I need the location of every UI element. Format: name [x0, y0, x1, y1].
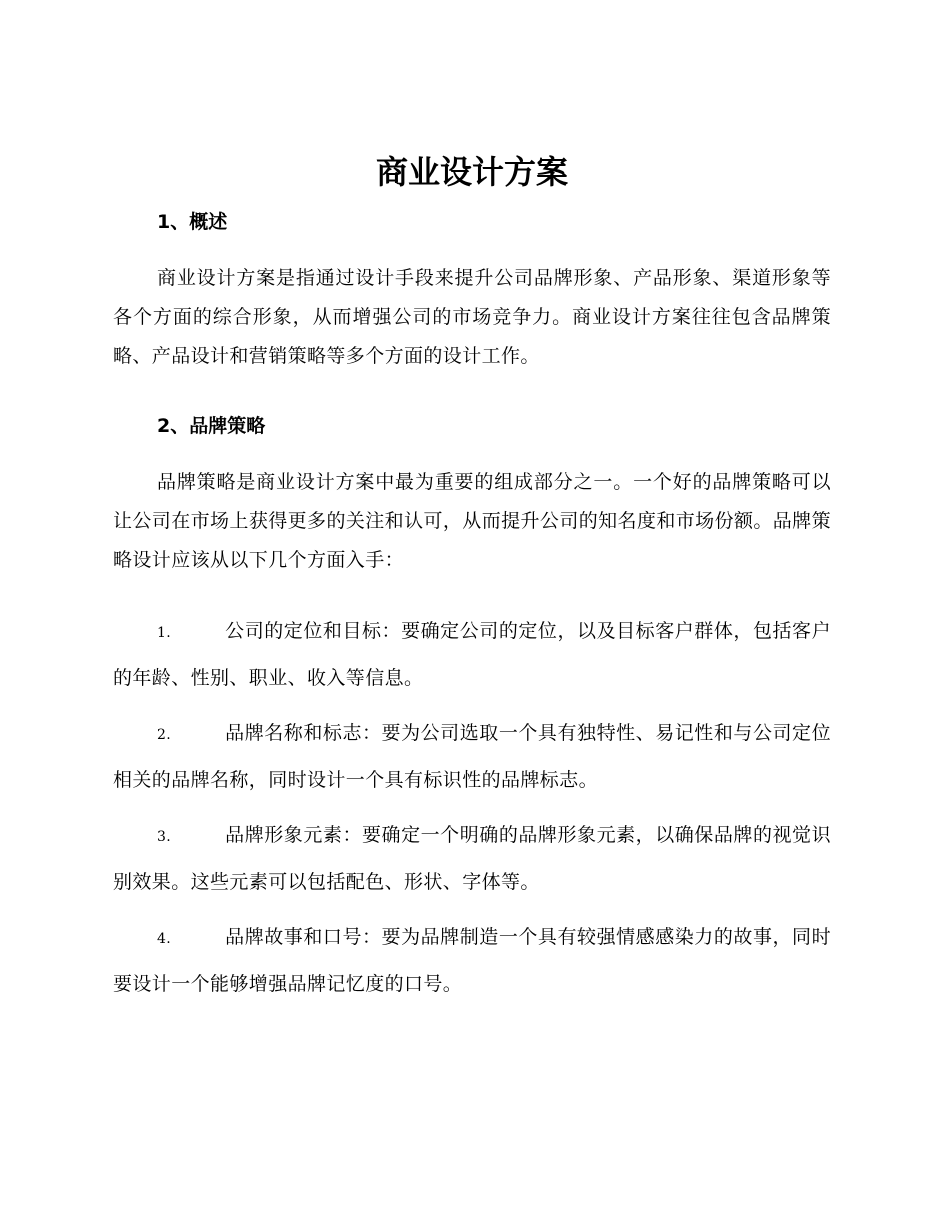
section-paragraph-overview: 商业设计方案是指通过设计手段来提升公司品牌形象、产品形象、渠道形象等各个方面的综合形象，从而增强公司的市场竞争力。商业设计方案往往包含品牌策略、产品设计和营销策略等多个方面的设计工作。 [113, 267, 831, 367]
list-item-number: 4. [157, 931, 172, 947]
list-item [113, 915, 831, 1007]
list-item-text: 品牌形象元素：要确定一个明确的品牌形象元素，以确保品牌的视觉识别效果。这些元素可以包括配色、形状、字体等。 [113, 824, 831, 893]
list-item-number: 1. [157, 625, 172, 641]
list-item-text: 公司的定位和目标：要确定公司的定位，以及目标客户群体，包括客户的年龄、性别、职业、收入等信息。 [113, 620, 831, 689]
list-item [113, 609, 831, 701]
section-heading-brand-strategy: 2、品牌策略 [157, 415, 266, 437]
list-item-text: 品牌名称和标志：要为公司选取一个具有独特性、易记性和与公司定位相关的品牌名称，同时设计一个具有标识性的品牌标志。 [113, 722, 831, 791]
list-item [113, 813, 831, 905]
list-item-number: 3. [157, 829, 172, 845]
list-item [113, 711, 831, 803]
section-heading-overview: 1、概述 [157, 211, 228, 233]
list-item-number: 2. [157, 727, 172, 743]
list-item-text: 品牌故事和口号：要为品牌制造一个具有较强情感感染力的故事，同时要设计一个能够增强品牌记忆度的口号。 [113, 926, 831, 995]
document-title: 商业设计方案 [375, 153, 568, 191]
section-paragraph-brand-strategy: 品牌策略是商业设计方案中最为重要的组成部分之一。一个好的品牌策略可以让公司在市场上获得更多的关注和认可，从而提升公司的知名度和市场份额。品牌策略设计应该从以下几个方面入手： [113, 471, 831, 571]
